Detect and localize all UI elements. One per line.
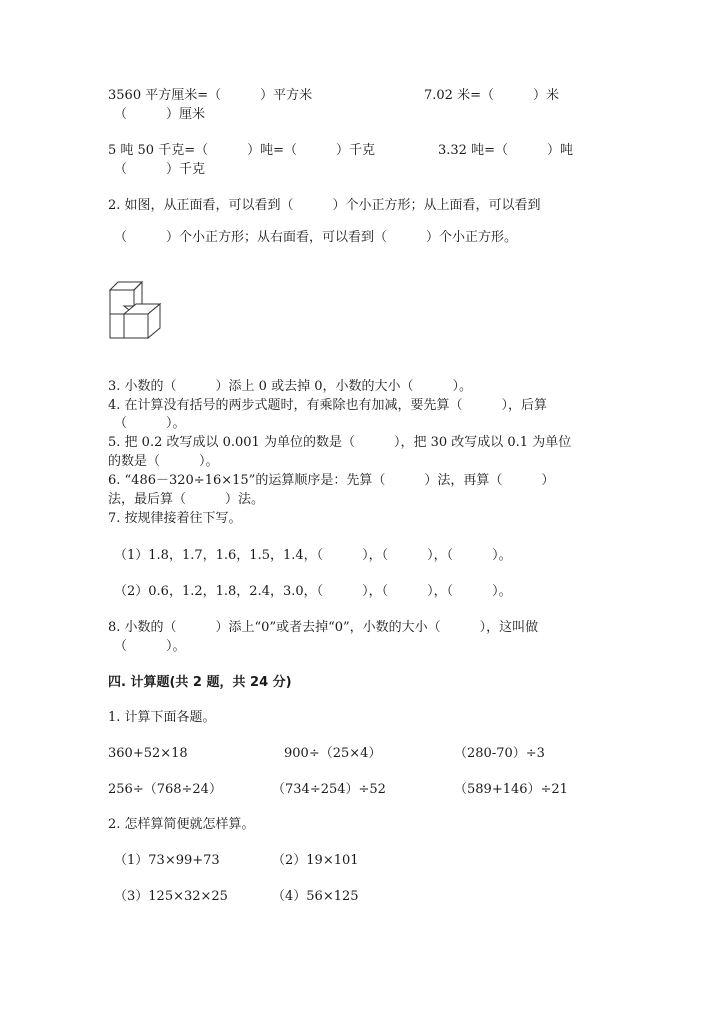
q2-line2: （ ）个小正方形；从右面看，可以看到（ ）个小正方形。	[114, 230, 518, 245]
q6-line2: 法，最后算（ ）法。	[108, 492, 265, 507]
q1-line3-left: 5 吨 50 千克=（ ）吨=（ ）千克	[108, 143, 375, 158]
q1-line4: （ ）千克	[114, 162, 206, 177]
q8-line2: （ ）。	[114, 639, 186, 654]
q5-line1: 5. 把 0.2 改写成以 0.001 为单位的数是（ ），把 30 改写成以 0.1 为单位	[108, 435, 572, 450]
calc1-d: 256÷（768÷24）	[108, 782, 222, 797]
q4-line2: （ ）。	[114, 416, 186, 431]
calc2-b: （2）19×101	[272, 853, 359, 868]
calc2-d: （4）56×125	[272, 889, 359, 904]
q7-sequence-1: （1）1.8，1.7，1.6，1.5，1.4，（ ），（ ），（ ）。	[114, 548, 512, 563]
calc1-c: （280-70）÷3	[454, 746, 545, 761]
calc2-c: （3）125×32×25	[114, 889, 228, 904]
q7-sequence-2: （2）0.6，1.2，1.8，2.4，3.0，（ ），（ ），（ ）。	[114, 584, 512, 599]
calc1-title: 1. 计算下面各题。	[108, 710, 216, 725]
calc1-b: 900÷（25×4）	[284, 746, 382, 761]
q1-line2: （ ）厘米	[114, 107, 206, 122]
q5-line2: 的数是（ ）。	[108, 454, 219, 469]
calc1-e: （734÷254）÷52	[272, 782, 386, 797]
cube-stack-figure	[108, 280, 162, 342]
q4-line1: 4. 在计算没有括号的两步式题时，有乘除也有加减，要先算（ ），后算	[108, 398, 548, 413]
q1-line1-right: 7.02 米=（ ）米	[424, 88, 559, 103]
q1-line1-left: 3560 平方厘米=（ ）平方米	[108, 88, 313, 103]
q6-line1: 6. “486－320÷16×15”的运算顺序是：先算（ ）法，再算（ ）	[108, 473, 555, 488]
q8-line1: 8. 小数的（ ）添上“0”或者去掉“0”，小数的大小（ ），这叫做	[108, 620, 539, 635]
calc2-title: 2. 怎样算简便就怎样算。	[108, 817, 255, 832]
calc1-a: 360+52×18	[108, 746, 188, 761]
section4-title: 四. 计算题(共 2 题，共 24 分)	[108, 675, 292, 690]
q1-line3-right: 3.32 吨=（ ）吨	[438, 143, 573, 158]
q7-title: 7. 按规律接着往下写。	[108, 511, 242, 526]
q3: 3. 小数的（ ）添上 0 或去掉 0，小数的大小（ ）。	[108, 379, 472, 394]
q2-line1: 2. 如图，从正面看，可以看到（ ）个小正方形；从上面看，可以看到	[108, 198, 541, 213]
calc1-f: （589+146）÷21	[454, 782, 568, 797]
calc2-a: （1）73×99+73	[114, 853, 220, 868]
